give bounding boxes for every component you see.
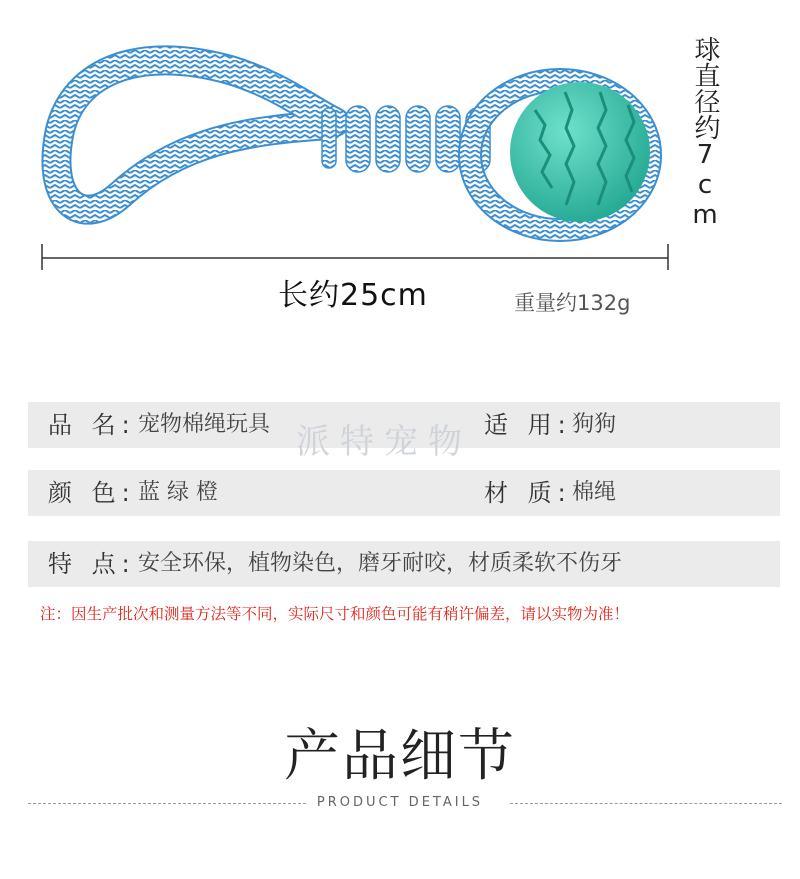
- watermark: 派特宠物: [296, 422, 472, 462]
- details-subtitle: PRODUCT DETAILS: [316, 795, 484, 810]
- spec-value-material: 棉绳: [572, 480, 617, 505]
- details-title: 产品细节: [284, 724, 516, 789]
- length-dimension-line: [42, 244, 668, 270]
- spec-value-feature: 安全环保，植物染色，磨牙耐咬，材质柔软不伤牙: [138, 551, 623, 576]
- spec-label-name: 品 名:: [48, 411, 136, 439]
- teal-ball: [510, 82, 650, 222]
- spec-label-feature: 特 点:: [48, 550, 136, 578]
- weight-label: 重量约132g: [514, 291, 631, 315]
- ball-diameter-label: 球直径约7cm: [690, 36, 720, 230]
- rope-loop: [56, 60, 335, 209]
- disclaimer-note: 注：因生产批次和测量方法等不同，实际尺寸和颜色可能有稍许偏差，请以实物为准！: [40, 605, 630, 623]
- spec-label-use: 适 用:: [484, 411, 572, 439]
- spec-value-color: 蓝 绿 橙: [138, 480, 218, 505]
- spec-row-feature: [28, 541, 780, 587]
- spec-label-material: 材 质:: [484, 479, 572, 507]
- spec-label-color: 颜 色:: [48, 479, 136, 507]
- spec-value-use: 狗狗: [572, 412, 617, 437]
- spec-row-color: [28, 470, 780, 516]
- length-label: 长约25cm: [278, 278, 428, 313]
- spec-value-name: 宠物棉绳玩具: [138, 412, 271, 437]
